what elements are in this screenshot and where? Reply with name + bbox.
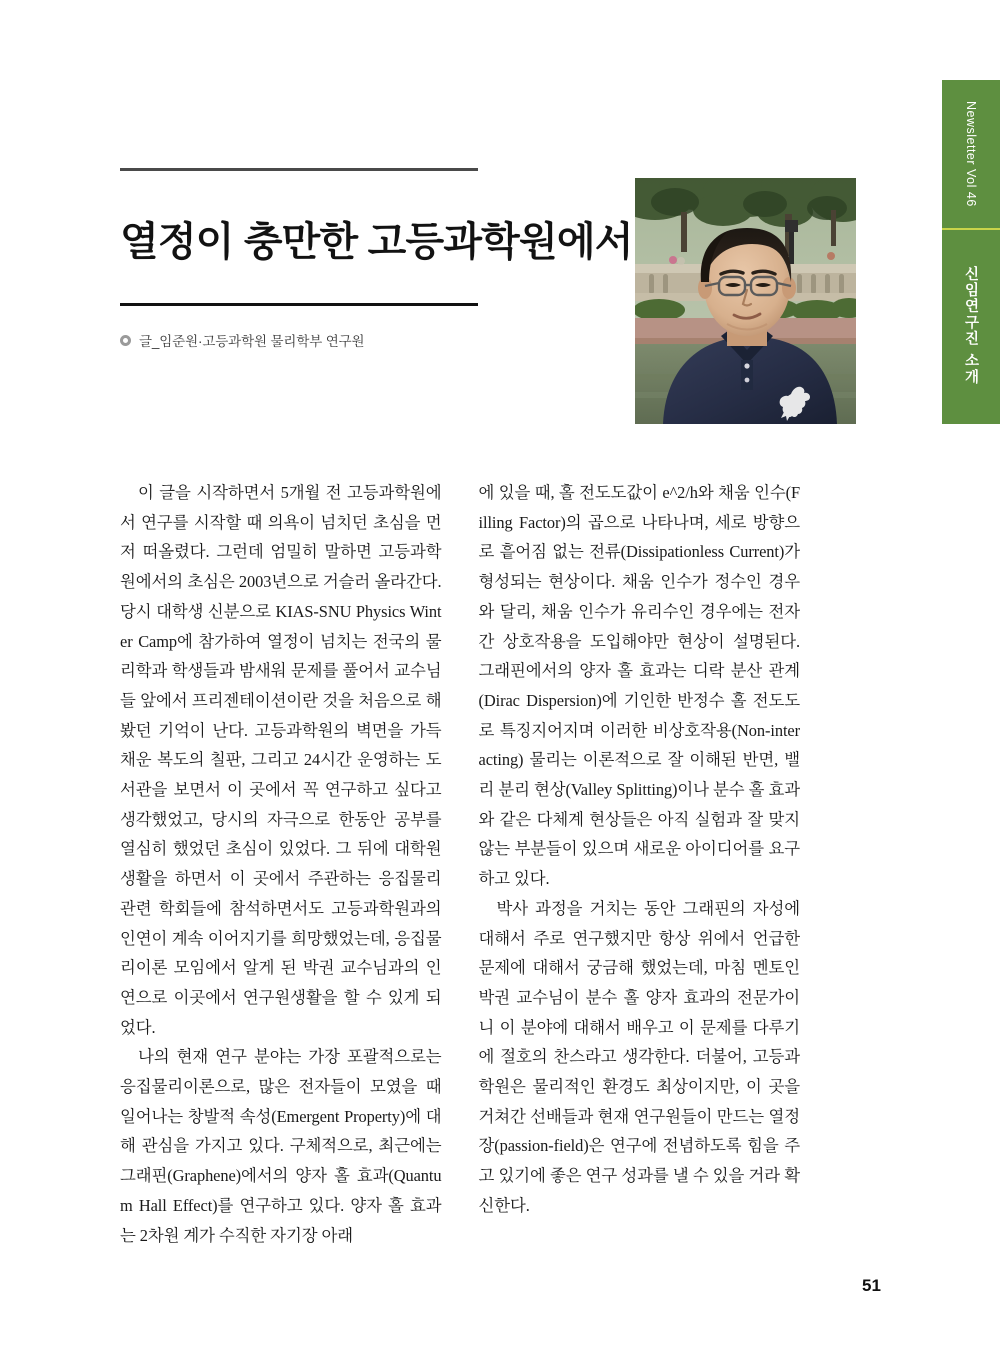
author-portrait-photo [635, 178, 856, 424]
portrait-image [635, 178, 856, 424]
side-tab-volume-label: Newsletter Vol 46 [964, 101, 978, 207]
page-number: 51 [862, 1276, 881, 1295]
paragraph: 나의 현재 연구 분야는 가장 포괄적으로는 응집물리이론으로, 많은 전자들이 모였을 때 일어나는 창발적 속성(Emergent Property)에 대해 관심을 가지고 있다. 구체적으로, 최근에는 그래핀(Graphene)에서의 양자 홀 효과(Quantum Hall Effect)를 연구하고 있다. 양자 홀 효과는 2차원 계가 수직한 자기장 아래 [120, 1047, 442, 1245]
header-rule-bottom [120, 303, 478, 306]
body-column-right [479, 478, 801, 1250]
article-body [120, 478, 800, 1250]
page-title: 열정이 충만한 고등과학원에서 [120, 220, 633, 264]
body-column-left [120, 478, 442, 1250]
side-tab-volume [942, 80, 1000, 230]
paragraph: 에 있을 때, 홀 전도도값이 e^2/h와 채움 인수(Filling Factor)의 곱으로 나타나며, 세로 방향으로 흩어짐 없는 전류(Dissipationless Current)가 형성되는 현상이다. 채움 인수가 정수인 경우와 달리, 채움 인수가 유리수인 경우에는 전자간 상호작용을 도입해야만 현상이 설명된다. 그래핀에서의 양자 홀 효과는 디락 분산 관계(Dirac Dispersion)에 기인한 반정수 홀 전도도로 특징지어지며 이러한 비상호작용(Non-interacting) 물리는 이론적으로 잘 이해된 반면, 밸리 분리 현상(Valley Splitting)이나 분수 홀 효과와 같은 다체계 현상들은 아직 실험과 잘 맞지 않는 부분들이 있으며 새로운 아이디어를 요구하고 있다. [478, 483, 800, 889]
article-header [120, 168, 633, 350]
paragraph: 박사 과정을 거치는 동안 그래핀의 자성에 대해서 주로 연구했지만 항상 위에서 언급한 문제에 대해서 궁금해 했었는데, 마침 멘토인 박권 교수님이 분수 홀 양자 효과의 전문가이니 이 분야에 대해서 배우고 이 문제를 다루기에 절호의 찬스라고 생각한다. 더불어, 고등과학원은 물리적인 환경도 최상이지만, 이 곳을 거쳐간 선배들과 현재 연구원들이 만드는 열정장(passion-field)은 연구에 전념하도록 힘을 주고 있기에 좋은 연구 성과를 낼 수 있을 거라 확신한다. [478, 898, 800, 1215]
byline [120, 330, 478, 350]
header-rule-top [120, 168, 478, 171]
paragraph: 이 글을 시작하면서 5개월 전 고등과학원에서 연구를 시작할 때 의욕이 넘치던 초심을 먼저 떠올렸다. 그런데 엄밀히 말하면 고등과학원에서의 초심은 2003년으로 거슬러 올라간다. 당시 대학생 신분으로 KIAS-SNU Physics Winter Camp에 참가하여 열정이 넘치는 전국의 물리학과 학생들과 밤새워 문제를 풀어서 교수님들 앞에서 프리젠테이션이란 것을 처음으로 해봤던 기억이 난다. 고등과학원의 벽면을 가득 채운 복도의 칠판, 그리고 24시간 운영하는 도서관을 보면서 이 곳에서 꼭 연구하고 싶다고 생각했었고, 당시의 자극으로 한동안 공부를 열심히 했었던 초심이 있었다. 그 뒤에 대학원 생활을 하면서 이 곳에서 주관하는 응집물리 관련 학회들에 참석하면서도 고등과학원과의 인연이 계속 이어지기를 희망했었는데, 응집물리이론 모임에서 알게 된 박권 교수님과의 인연으로 이곳에서 연구원생활을 할 수 있게 되었다. [120, 483, 442, 1037]
byline-text: 글_임준원·고등과학원 물리학부 연구원 [139, 334, 365, 349]
side-tab [942, 80, 1000, 424]
side-tab-category [942, 230, 1000, 422]
ring-bullet-icon [120, 335, 131, 346]
side-tab-category-label: 신임연구진 소개 [962, 266, 979, 386]
